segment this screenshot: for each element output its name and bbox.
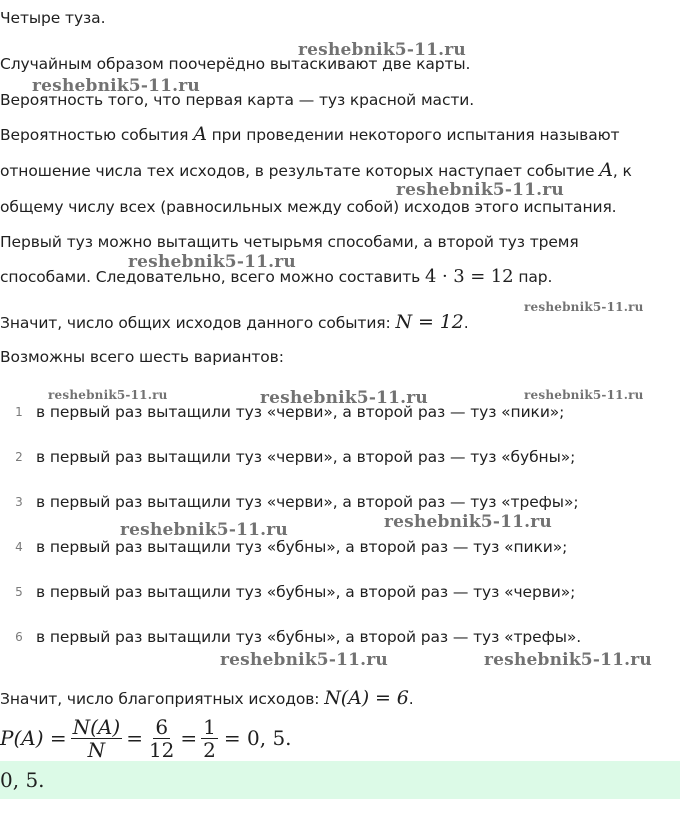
watermark-logo: reshebnik5-11.ru bbox=[384, 512, 552, 532]
list-item-text: в первый раз вытащили туз «черви», а второй раз — туз «бубны»; bbox=[36, 448, 576, 466]
watermark-logo: reshebnik5-11.ru bbox=[128, 252, 296, 272]
pairs-formula: 4 · 3 = 12 bbox=[425, 266, 514, 287]
ways-line-1: Первый туз можно вытащить четырьмя способами, а второй туз тремя bbox=[0, 233, 579, 251]
watermark-logo: reshebnik5-11.ru bbox=[396, 180, 564, 200]
definition-line-1 bbox=[0, 124, 619, 145]
watermark-logo: reshebnik5-11.ru bbox=[32, 76, 200, 96]
definition-text: при проведении некоторого испытания называют bbox=[206, 126, 620, 144]
definition-text: Вероятностью события bbox=[0, 126, 194, 144]
definition-text: , к bbox=[612, 162, 632, 180]
equals-sign: = bbox=[180, 726, 198, 750]
list-item-number: 1 bbox=[15, 405, 23, 419]
variants-intro: Возможны всего шесть вариантов: bbox=[0, 348, 284, 366]
total-text: . bbox=[463, 314, 469, 332]
definition-text: отношение числа тех исходов, в результате которых наступает событие bbox=[0, 162, 600, 180]
list-item-text: в первый раз вытащили туз «черви», а второй раз — туз «трефы»; bbox=[36, 493, 579, 511]
answer-value: 0, 5. bbox=[0, 768, 45, 792]
list-item-text: в первый раз вытащили туз «бубны», а второй раз — туз «пики»; bbox=[36, 538, 568, 556]
watermark-logo: reshebnik5-11.ru bbox=[524, 300, 644, 314]
favorable-outcomes-line bbox=[0, 688, 414, 709]
list-item-text: в первый раз вытащили туз «бубны», а второй раз — туз «трефы». bbox=[36, 628, 582, 646]
watermark-logo: reshebnik5-11.ru bbox=[524, 388, 644, 402]
condition-line-2: Вероятность того, что первая карта — туз красной масти. bbox=[0, 91, 475, 109]
list-item-number: 2 bbox=[15, 450, 23, 464]
watermark-logo: reshebnik5-11.ru bbox=[298, 40, 466, 60]
favorable-text: Значит, число благоприятных исходов: bbox=[0, 690, 325, 708]
watermark-logo: reshebnik5-11.ru bbox=[260, 388, 428, 408]
formula-result: = 0, 5. bbox=[223, 726, 292, 750]
fraction-denominator: 2 bbox=[203, 737, 216, 762]
fraction-numerator: 1 bbox=[203, 714, 216, 739]
probability-formula bbox=[0, 712, 292, 764]
definition-line-2 bbox=[0, 160, 632, 181]
fraction-denominator: 12 bbox=[148, 737, 175, 762]
task-title: Четыре туза. bbox=[0, 9, 106, 27]
total-formula: N = 12 bbox=[395, 311, 464, 333]
event-variable: A bbox=[193, 123, 207, 145]
watermark-logo: reshebnik5-11.ru bbox=[120, 520, 288, 540]
formula-lhs: P(A) = bbox=[0, 726, 67, 750]
list-item-text: в первый раз вытащили туз «черви», а второй раз — туз «пики»; bbox=[36, 403, 565, 421]
definition-line-3: общему числу всех (равносильных между собой) исходов этого испытания. bbox=[0, 198, 617, 216]
watermark-logo: reshebnik5-11.ru bbox=[48, 388, 168, 402]
list-item-number: 3 bbox=[15, 495, 23, 509]
list-item-text: в первый раз вытащили туз «бубны», а второй раз — туз «черви»; bbox=[36, 583, 576, 601]
favorable-text: . bbox=[408, 690, 414, 708]
total-text: Значит, число общих исходов данного события: bbox=[0, 314, 396, 332]
equals-sign: = bbox=[126, 726, 143, 750]
answer-box bbox=[0, 761, 680, 799]
fraction-numerator: 6 bbox=[155, 714, 169, 739]
fraction-1-over-2 bbox=[201, 716, 218, 761]
fraction-denominator: N bbox=[87, 737, 106, 762]
fraction-numerator: N(A) bbox=[72, 714, 121, 739]
ways-text: пар. bbox=[513, 268, 553, 286]
favorable-formula: N(A) = 6 bbox=[324, 687, 409, 709]
event-variable: A bbox=[599, 159, 613, 181]
condition-line-1: Случайным образом поочерёдно вытаскивают две карты. bbox=[0, 55, 471, 73]
list-item-number: 5 bbox=[15, 585, 23, 599]
watermark-logo: reshebnik5-11.ru bbox=[220, 650, 388, 670]
ways-text: способами. Следовательно, всего можно составить bbox=[0, 268, 425, 286]
list-item-number: 4 bbox=[15, 540, 23, 554]
fraction-6-over-12 bbox=[147, 716, 176, 761]
list-item-number: 6 bbox=[15, 630, 23, 644]
fraction-n-a-over-n bbox=[71, 716, 123, 761]
total-outcomes-line bbox=[0, 312, 469, 333]
watermark-logo: reshebnik5-11.ru bbox=[484, 650, 652, 670]
